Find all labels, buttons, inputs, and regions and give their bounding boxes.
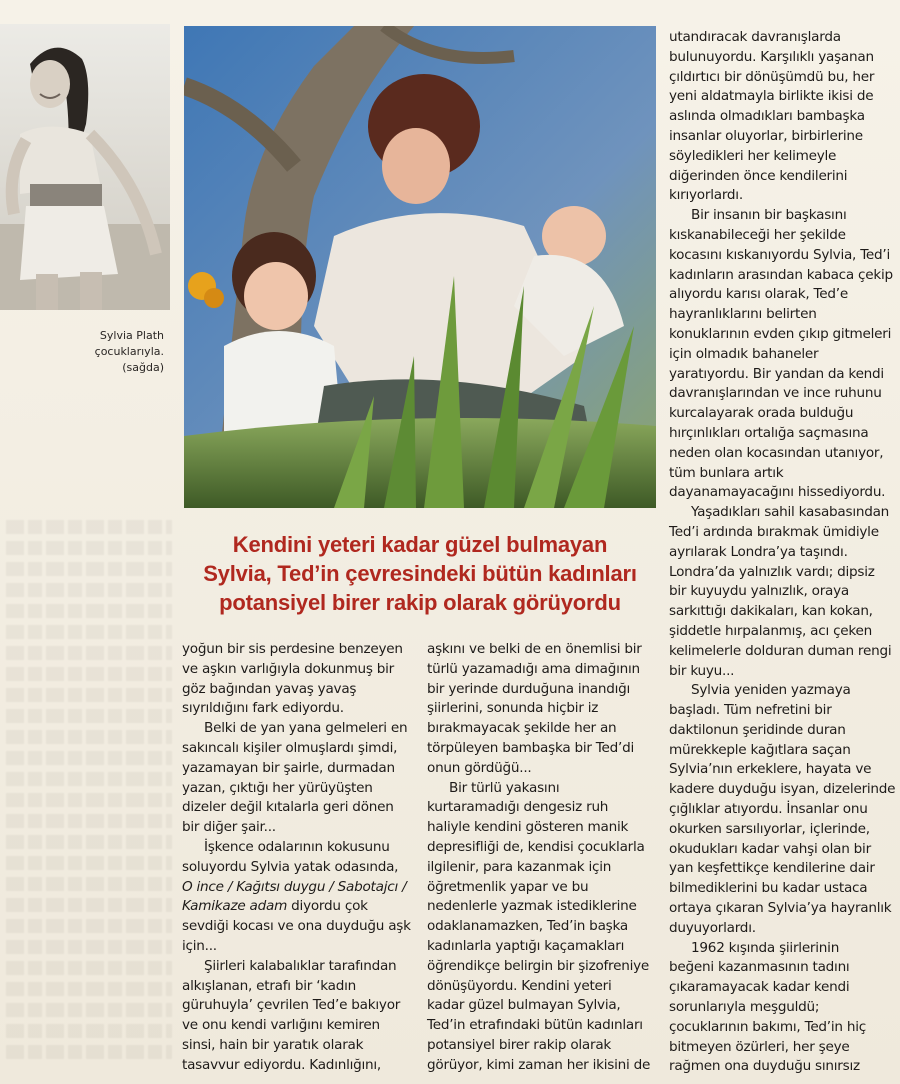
- caption-line: Sylvia Plath: [99, 329, 164, 342]
- family-photo: [184, 26, 656, 508]
- text-line: 1962 kışında şiirlerinin: [691, 939, 840, 956]
- text-line: öğretmenlik yapar ve bu: [427, 878, 589, 895]
- text-line: çocuklarının bakımı, Ted’in hiç: [669, 1018, 866, 1035]
- text-line: bulunuyordu. Karşılıklı yaşanan: [669, 48, 874, 65]
- text-line: yazamayan bir şairle, durmadan: [182, 759, 395, 776]
- text-line: başladı. Tüm nefretini bir: [669, 702, 832, 719]
- text-line: görüyor, kimi zaman her ikisini de: [427, 1056, 651, 1073]
- text-line: hayranlıklarını belirten: [669, 306, 817, 323]
- text-line: duyuyorlardı.: [669, 919, 756, 936]
- text-line: beğeni kazanmasının tadını: [669, 959, 850, 976]
- text-line: diğerinden önce kendilerini: [669, 167, 848, 184]
- text-column-right: [669, 28, 897, 1077]
- headline-line: Sylvia, Ted’in çevresindeki bütün kadınları: [203, 561, 637, 586]
- caption-line: çocuklarıyla.: [94, 345, 164, 358]
- text-line: söyledikleri her kelimeyle: [669, 147, 837, 164]
- text-line: nedenlerle yazmak istediklerine: [427, 898, 637, 915]
- caption-line: (sağda): [122, 361, 164, 374]
- text-line: bir kuyu...: [669, 662, 735, 679]
- headline-line: potansiyel birer rakip olarak görüyordu: [219, 590, 621, 615]
- text-line: kadınlarla yaptığı kaçamakları: [427, 937, 625, 954]
- text-line: kadere duyduğu isyan, dizelerinde: [669, 781, 896, 798]
- text-line: [182, 897, 414, 917]
- text-line: ve onu kendi varlığını kemiren: [182, 1017, 380, 1034]
- text-line: sevdiği kocası ve ona duyduğu aşk: [182, 918, 411, 935]
- text-line: kadınların arasından kabaca çekip: [669, 266, 893, 283]
- text-line: utandıracak davranışlarda: [669, 29, 841, 45]
- text-line: şiddetle hırpalanmış, acı çeken: [669, 622, 873, 639]
- text-line: çıkaramayacak kadar kendi: [669, 979, 850, 996]
- text-line: alkışlanan, etrafı bir ‘kadın: [182, 977, 357, 994]
- text-line: depresifliği de, kendisi çocuklarla: [427, 838, 645, 855]
- text-line: kocasını kıskanıyordu Sylvia, Ted’i: [669, 246, 891, 263]
- headline-line: Kendini yeteri kadar güzel bulmayan: [232, 532, 608, 557]
- text-fragment: diyordu çok: [287, 898, 368, 915]
- text-line: dönüşüyordu. Kendini yeteri: [427, 977, 612, 994]
- text-line: kurtaramadığı dengesiz ruh: [427, 799, 609, 816]
- text-line: Londra’da yalnızlık vardı; dipsiz: [669, 563, 875, 580]
- text-line: [182, 878, 414, 898]
- text-line: kurcalayarak orada bulduğu: [669, 405, 854, 422]
- photo-caption: [60, 328, 164, 376]
- text-line: insanlar oluyorlar, birbirlerine: [669, 127, 863, 144]
- text-line: haliyle kendini gösteren manik: [427, 819, 629, 836]
- text-line: tasavvur ediyordu. Kadınlığını,: [182, 1056, 382, 1073]
- text-line: Bir türlü yakasını: [449, 779, 560, 796]
- text-line: okurken sarsılıyorlar, içlerinde,: [669, 820, 870, 837]
- text-line: çıldırtıcı bir dönüşümdü bu, her: [669, 68, 875, 85]
- text-line: onun gördüğü...: [427, 759, 532, 776]
- text-line: soluyordu Sylvia yatak odasında,: [182, 858, 399, 875]
- text-line: sakıncalı kişiler olmuşlardı şimdi,: [182, 739, 398, 756]
- text-line: sorunlarıyla meşguldü;: [669, 999, 820, 1016]
- text-line: neden olan kocasından utanıyor,: [669, 444, 884, 461]
- text-line: odaklanamazken, Ted’in başka: [427, 918, 628, 935]
- text-line: türlü yazamadığı ama dimağının: [427, 660, 640, 677]
- text-line: mürekkeple kağıtlara saçan: [669, 741, 851, 758]
- text-line: güruhuyla’ çevrilen Ted’e bakıyor: [182, 997, 401, 1014]
- text-line: bitmeyen özürleri, her şeye: [669, 1038, 850, 1055]
- text-line: dayanamayacağını hissediyordu.: [669, 484, 886, 501]
- text-line: kırıyorlardı.: [669, 187, 743, 204]
- text-line: tüm bunlara artık: [669, 464, 784, 481]
- text-line: alıyordu karısı olarak, Ted’e: [669, 286, 848, 303]
- text-line: sıyrıldığını fark ediyordu.: [182, 700, 344, 717]
- text-line: bir kuyuydu yalnızlık, oraya: [669, 583, 850, 600]
- text-line: aslında olmadıkları bambaşka: [669, 108, 865, 125]
- text-line: ortaya çıkaran Sylvia’ya hayranlık: [669, 900, 892, 917]
- text-line: hırçınlıkları ortalığa saçmasına: [669, 424, 869, 441]
- text-line: Bir insanın bir başkasını: [691, 207, 847, 224]
- text-line: Sylvia yeniden yazmaya: [691, 682, 851, 699]
- pull-quote-headline: [170, 530, 670, 617]
- text-line: potansiyel birer rakip olarak: [427, 1036, 612, 1053]
- text-line: yaratıyordu. Bir yandan da kendi: [669, 365, 884, 382]
- text-line: şiirlerini, sonunda hiçbir iz: [427, 700, 599, 717]
- text-line: bir yerinde durduğuna inandığı: [427, 680, 631, 697]
- text-line: törpüleyen bambaşka bir Ted’di: [427, 739, 635, 756]
- text-line: bilmediklerini bu kadar ustaca: [669, 880, 868, 897]
- text-line: öğrendikçe belirgin bir şizofreniye: [427, 957, 650, 974]
- text-line: kadar güzel bulmayan Sylvia,: [427, 997, 621, 1014]
- text-line: çığlıklar atıyordu. İnsanlar onu: [669, 801, 868, 818]
- text-line: Belki de yan yana gelmeleri en: [204, 720, 408, 737]
- text-line: sinsi, hain bir yaratık olarak: [182, 1036, 364, 1053]
- text-line: Şiirleri kalabalıklar tarafından: [204, 957, 397, 974]
- text-line: bir diğer şair...: [182, 819, 276, 836]
- text-line: okudukları kadar vahşi olan bir: [669, 840, 871, 857]
- text-line: kıskanabileceği her şekilde: [669, 226, 846, 243]
- text-line: ve aşkın varlığıyla dokunmuş bir: [182, 660, 395, 677]
- sylvia-portrait-photo: [0, 24, 170, 310]
- text-line: rağmen ona duyduğu sınırsız: [669, 1058, 860, 1075]
- text-line: Sylvia’nın erkeklere, hayata ve: [669, 761, 872, 778]
- text-line: Ted’i ardında bırakmak ümidiyle: [669, 523, 879, 540]
- poem-quote: O ince / Kağıtsı duygu / Sabotajcı /: [182, 878, 407, 895]
- text-line: yeni aldatmayla birlikte ikisi de: [669, 88, 874, 105]
- text-line: Ted’in etrafındaki bütün kadınları: [427, 1017, 643, 1034]
- text-column-left: [182, 640, 414, 1076]
- text-line: İşkence odalarının kokusunu: [204, 838, 390, 855]
- text-line: bırakmayacak şekilde her an: [427, 720, 617, 737]
- text-line: ayrılarak Londra’ya taşındı.: [669, 543, 848, 560]
- text-line: için...: [182, 937, 217, 954]
- text-line: kelimelerle dolduran duman rengi: [669, 642, 892, 659]
- text-line: göz bağından yavaş yavaş: [182, 680, 357, 697]
- poem-quote: Kamikaze adam: [182, 898, 288, 915]
- text-line: yan keşfettikçe kendilerine dair: [669, 860, 875, 877]
- text-line: yazan, çıktığı her yürüyüşten: [182, 779, 373, 796]
- text-line: yoğun bir sis perdesine benzeyen: [182, 641, 403, 657]
- faint-background-text: [0, 520, 172, 1080]
- text-line: için olmadık bahaneler: [669, 345, 819, 362]
- text-line: daktilonun şeridinde duran: [669, 721, 846, 738]
- text-line: aşkını ve belki de en önemlisi bir: [427, 641, 642, 657]
- text-line: davranışlarından ve ince ruhunu: [669, 385, 882, 402]
- text-line: ilgilenir, para kazanmak için: [427, 858, 612, 875]
- text-line: Yaşadıkları sahil kasabasından: [691, 504, 890, 521]
- text-column-middle: [427, 640, 657, 1076]
- text-line: sarkıttığı dakikaları, kan kokan,: [669, 603, 873, 620]
- text-line: konuklarının evden çıkıp gitmeleri: [669, 325, 892, 342]
- text-line: dizeler değil kıtalarla geri dönen: [182, 799, 394, 816]
